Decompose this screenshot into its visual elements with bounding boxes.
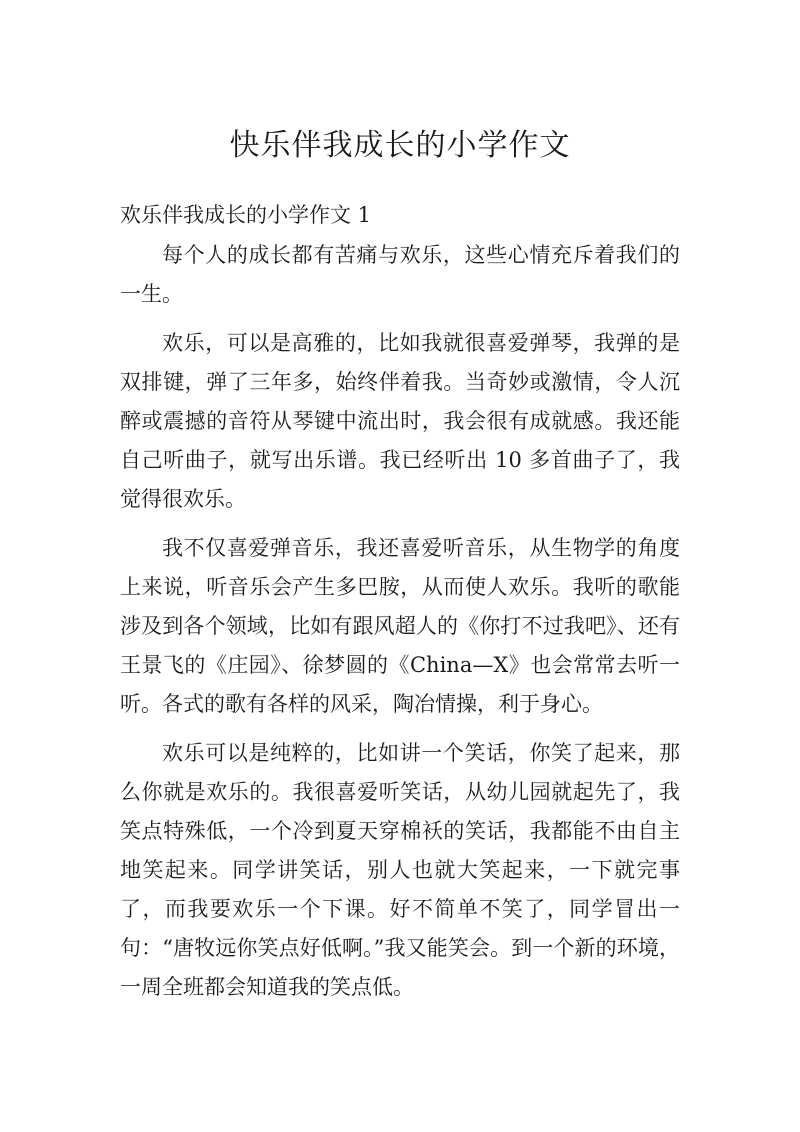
essay-subtitle: 欢乐伴我成长的小学作文 1 [120, 203, 372, 227]
paragraph: 欢乐，可以是高雅的，比如我就很喜爱弹琴，我弹的是双排键，弹了三年多，始终伴着我。当奇妙或激情，令人沉醉或震撼的音符从琴键中流出时，我会很有成就感。我还能自己听曲子，就写出乐谱。我已经听出 10 多首曲子了，我觉得很欢乐。 [120, 331, 680, 511]
paragraph: 欢乐可以是纯粹的，比如讲一个笑话，你笑了起来，那么你就是欢乐的。我很喜爱听笑话，从幼儿园就起先了，我笑点特殊低，一个冷到夏天穿棉袄的笑话，我都能不由自主地笑起来。同学讲笑话，别人也就大笑起来，一下就完事了，而我要欢乐一个下课。好不简单不笑了，同学冒出一句：“唐牧远你笑点好低啊。”我又能笑会。到一个新的环境，一周全班都会知道我的笑点低。 [120, 741, 680, 999]
paragraph: 每个人的成长都有苦痛与欢乐，这些心情充斥着我们的一生。 [120, 243, 680, 306]
paragraph: 我不仅喜爱弹音乐，我还喜爱听音乐，从生物学的角度上来说，听音乐会产生多巴胺，从而使人欢乐。我听的歌能涉及到各个领域，比如有跟风超人的《你打不过我吧》、还有王景飞的《庄园》、徐梦圆的《China—X》也会常常去听一听。各式的歌有各样的风采，陶冶情操，利于身心。 [120, 536, 680, 716]
document-title: 快乐伴我成长的小学作文 [229, 128, 571, 163]
essay-body [120, 236, 680, 1017]
